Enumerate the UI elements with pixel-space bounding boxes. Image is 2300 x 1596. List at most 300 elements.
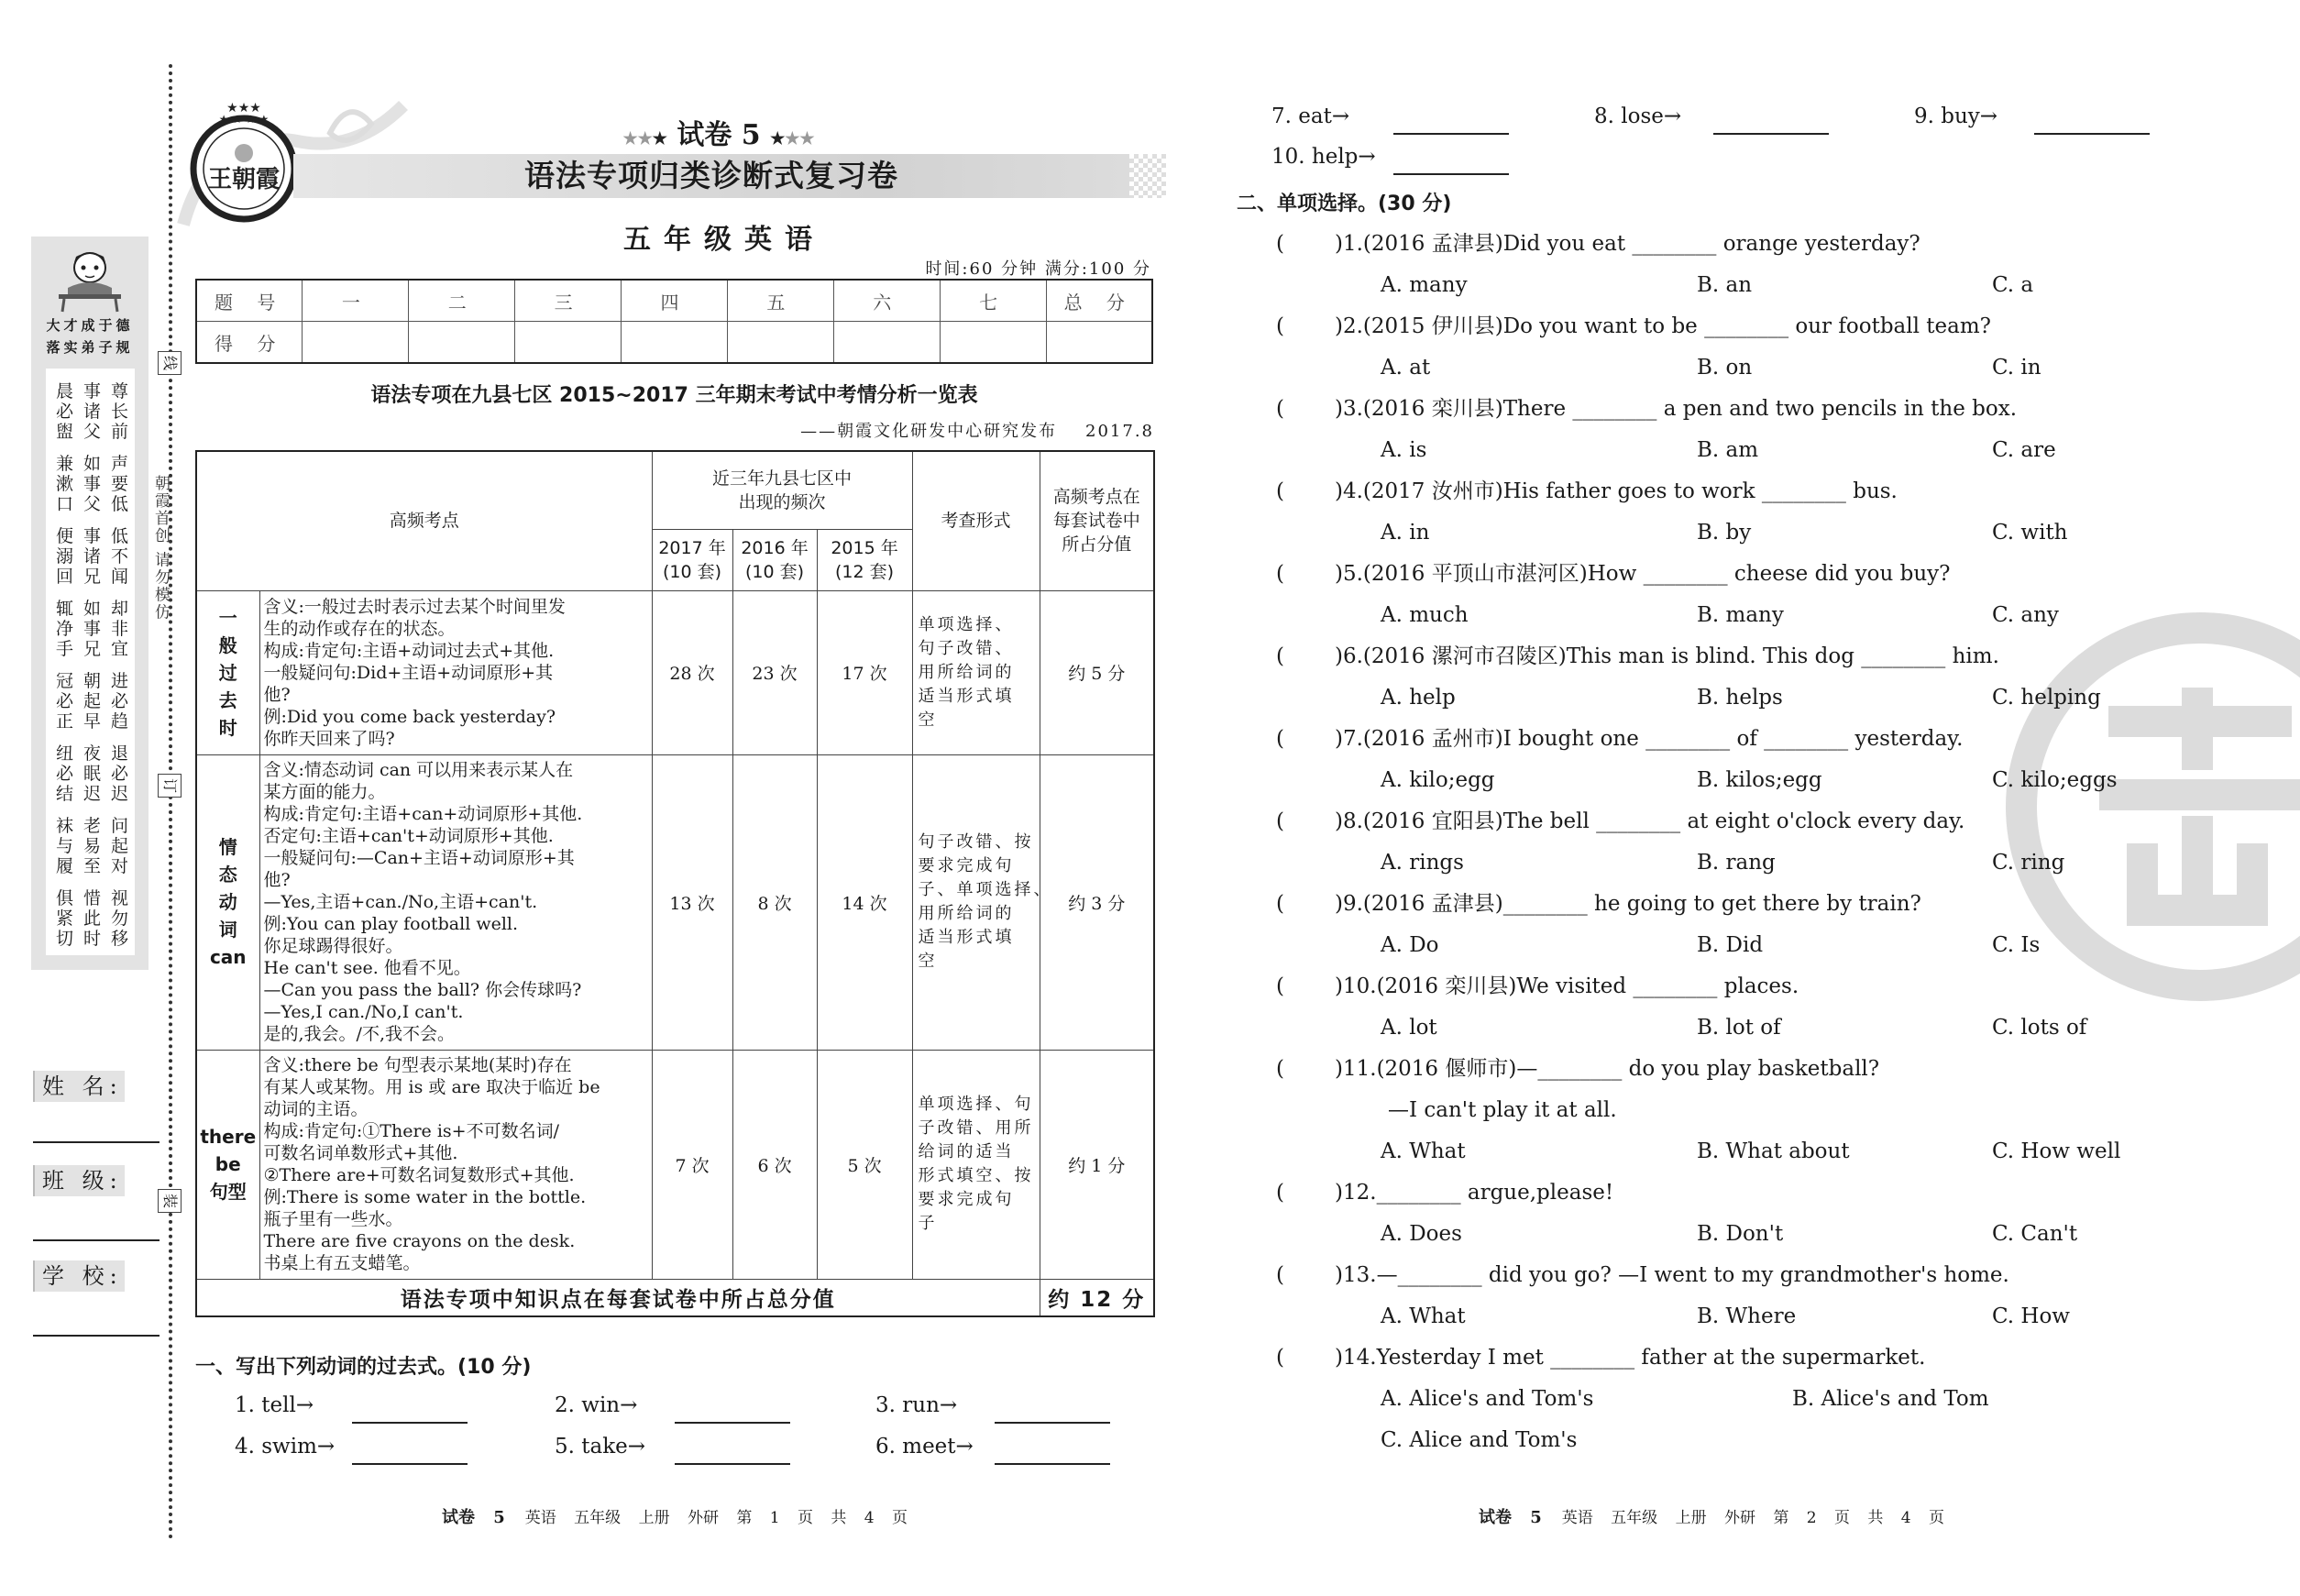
poem-verse xyxy=(46,599,139,659)
name-label: 姓 名: xyxy=(33,1071,125,1102)
score-header-cell: 三 xyxy=(515,280,622,322)
answer-bracket[interactable]: ( xyxy=(1276,397,1284,421)
row-label-part: 般 xyxy=(218,633,237,656)
option-a[interactable]: A. is xyxy=(1381,438,1427,462)
header-year xyxy=(817,529,912,590)
option-a[interactable]: A. What xyxy=(1381,1139,1466,1163)
options-row xyxy=(1276,595,2284,636)
answer-bracket[interactable]: ( xyxy=(1276,479,1284,503)
content-line: 构成:肯定句:主语+can+动词原形+其他. xyxy=(263,804,583,824)
answer-bracket[interactable]: ( xyxy=(1276,974,1284,998)
paper-series xyxy=(535,112,902,152)
header-frequency-line: 出现的频次 xyxy=(738,491,826,512)
question xyxy=(1276,1049,2284,1090)
answer-blank[interactable] xyxy=(675,1422,790,1424)
option-c[interactable]: C. a xyxy=(1992,273,2034,297)
score-input-cell[interactable] xyxy=(727,322,833,364)
answer-bracket[interactable]: ( xyxy=(1276,644,1284,668)
question-text xyxy=(1335,884,1921,925)
question xyxy=(1276,224,2284,265)
option-b[interactable]: B. helps xyxy=(1697,686,1783,710)
verb-item: 7. eat→ xyxy=(1271,105,1350,128)
question-body: (2016 栾川县)There ________ a pen and two pencils in the box. xyxy=(1362,397,2018,421)
question-text xyxy=(1335,1049,1879,1090)
poem-verse xyxy=(46,888,139,949)
form-line: 句子改错、 xyxy=(918,638,1015,658)
poem-verse xyxy=(46,526,139,587)
table-row xyxy=(196,1050,1154,1279)
option-c[interactable]: C. helping xyxy=(1992,686,2101,710)
year-label: 2016 年 xyxy=(741,537,809,558)
question-body: (2016 孟津县)________ he going to get there by train? xyxy=(1362,892,1921,916)
options-row xyxy=(1276,1296,2284,1337)
question-number: )6. xyxy=(1335,644,1363,668)
question-number: )11. xyxy=(1335,1057,1377,1081)
row-label-part: 情 xyxy=(218,836,237,858)
score-input-cell[interactable] xyxy=(622,322,728,364)
answer-bracket[interactable]: ( xyxy=(1276,809,1284,833)
option-a[interactable]: A. many xyxy=(1381,273,1468,297)
content-line: —Yes,主语+can./No,主语+can't. xyxy=(263,892,538,912)
option-b[interactable]: B. many xyxy=(1697,603,1784,627)
question xyxy=(1276,636,2284,677)
row-label-part: 一 xyxy=(218,606,237,629)
year-sets: (10 套) xyxy=(662,561,722,582)
content-line: 否定句:主语+can't+动词原形+其他. xyxy=(263,826,554,846)
answer-blank[interactable] xyxy=(1713,133,1829,135)
score-input-cell[interactable] xyxy=(515,322,622,364)
copyright-notice: 朝霞首创 请勿模仿 xyxy=(151,475,170,622)
question xyxy=(1276,1337,2284,1379)
student-cartoon-icon xyxy=(53,242,127,315)
answer-bracket[interactable]: ( xyxy=(1276,1057,1284,1081)
content-line: 他? xyxy=(263,684,291,705)
frequency-count: 17 次 xyxy=(817,590,912,754)
option-c[interactable]: C. lots of xyxy=(1992,1016,2087,1040)
content-line: 瓶子里有一些水。 xyxy=(263,1209,403,1229)
section-2-heading: 二、单项选择。(30 分) xyxy=(1237,193,1452,215)
row-label-part: 去 xyxy=(218,688,237,711)
score-input-cell[interactable] xyxy=(303,322,409,364)
source-date: 2017.8 xyxy=(1085,422,1154,441)
form-line: 适当形式填 xyxy=(918,686,1015,706)
poem-line: 结迟迟 xyxy=(56,784,139,804)
score-header-cell: 六 xyxy=(833,280,940,322)
content-line: 有某人或某物。用 is 或 are 取决于临近 be xyxy=(263,1077,600,1097)
poem-line: 必起必 xyxy=(56,691,139,711)
frequency-count: 8 次 xyxy=(732,754,817,1050)
content-line: 一般疑问句:—Can+主语+动词原形+其 xyxy=(263,848,575,868)
row-label-part: can xyxy=(209,946,247,968)
poem-line: 与易起 xyxy=(56,836,139,856)
options-row xyxy=(1276,347,2284,389)
score-header-cell: 总 分 xyxy=(1046,280,1152,322)
page-footer-2 xyxy=(1391,1504,2032,1528)
options-row xyxy=(1276,1420,2284,1461)
footer-series: 试卷 5 xyxy=(441,1508,505,1527)
header-year xyxy=(732,529,817,590)
header-frequency-line: 近三年九县七区中 xyxy=(712,468,853,489)
question-number: )7. xyxy=(1335,727,1363,751)
options-row xyxy=(1276,1131,2284,1172)
answer-bracket[interactable]: ( xyxy=(1276,314,1284,338)
table-row xyxy=(196,754,1154,1050)
header-point: 高频考点 xyxy=(196,451,652,590)
answer-blank[interactable] xyxy=(1393,173,1509,175)
frequency-count: 6 次 xyxy=(732,1050,817,1279)
verb-item: 2. win→ xyxy=(555,1393,638,1417)
star-icon: ★ xyxy=(652,129,667,149)
score-value: 约 3 分 xyxy=(1040,754,1154,1050)
question-body: ________ argue,please! xyxy=(1376,1181,1614,1205)
content-line: 某方面的能力。 xyxy=(263,782,386,802)
question-number: )1. xyxy=(1335,232,1363,256)
option-b[interactable]: B. Alice's and Tom xyxy=(1792,1387,1989,1411)
table-row xyxy=(196,590,1154,754)
question xyxy=(1276,966,2284,1007)
question-number: )9. xyxy=(1335,892,1363,916)
verb-item: 4. swim→ xyxy=(235,1435,336,1458)
option-c[interactable]: C. How well xyxy=(1992,1139,2121,1163)
score-header-cell: 五 xyxy=(727,280,833,322)
option-b[interactable]: B. Where xyxy=(1697,1304,1797,1328)
header-value-line: 所占分值 xyxy=(1062,534,1132,556)
frequency-count: 5 次 xyxy=(817,1050,912,1279)
question-text xyxy=(1335,471,1898,512)
question-body: (2016 栾川县)We visited ________ places. xyxy=(1376,974,1799,998)
form-line: 形式填空、按 xyxy=(918,1166,1034,1185)
options-row xyxy=(1276,430,2284,471)
poem-line: 溺诸不 xyxy=(56,546,139,567)
content-line: 含义:一般过去时表示过去某个时间里发 xyxy=(263,596,566,617)
answer-blank[interactable] xyxy=(1393,133,1509,135)
option-a[interactable]: A. in xyxy=(1381,521,1430,545)
content-line: 生的动作或存在的状态。 xyxy=(263,618,456,639)
school-label: 学 校: xyxy=(33,1260,125,1292)
option-b[interactable]: B. kilos;egg xyxy=(1697,768,1822,792)
motto-line: 落实弟子规 xyxy=(46,339,134,356)
question xyxy=(1276,306,2284,347)
option-c[interactable]: C. ring xyxy=(1992,851,2065,875)
question-body: —________ did you go? —I went to my grandmother's home. xyxy=(1376,1263,2009,1287)
analysis-table xyxy=(195,450,1155,1317)
poem-line: 回兄闻 xyxy=(56,567,139,587)
score-value: 约 5 分 xyxy=(1040,590,1154,754)
star-icon: ★★ xyxy=(785,129,815,149)
poem-line: 兼如声 xyxy=(56,454,139,474)
poem-line: 冠朝进 xyxy=(56,671,139,691)
answer-bracket[interactable]: ( xyxy=(1276,1181,1284,1205)
option-b[interactable]: B. lot of xyxy=(1697,1016,1781,1040)
options-row xyxy=(1276,760,2284,801)
answer-bracket[interactable]: ( xyxy=(1276,1346,1284,1370)
exam-form xyxy=(912,1050,1040,1279)
answer-blank[interactable] xyxy=(675,1463,790,1465)
row-label-part: 时 xyxy=(218,716,237,739)
footer-series: 试卷 5 xyxy=(1478,1508,1542,1527)
row-label xyxy=(196,754,259,1050)
answer-bracket[interactable]: ( xyxy=(1276,562,1284,586)
option-a[interactable]: A. Alice's and Tom's xyxy=(1381,1387,1594,1411)
question-number: )5. xyxy=(1335,562,1363,586)
question-text xyxy=(1335,719,1963,760)
poem-line: 辄如却 xyxy=(56,599,139,619)
option-c[interactable]: C. kilo;eggs xyxy=(1992,768,2118,792)
source-text: ——朝霞文化研发中心研究发布 xyxy=(800,422,1058,441)
page-title: 语法专项归类诊断式复习卷 xyxy=(524,158,898,193)
footer-info: 英语 五年级 上册 外研 第 1 页 共 4 页 xyxy=(524,1509,908,1527)
option-c[interactable]: C. with xyxy=(1992,521,2068,545)
form-line: 空 xyxy=(918,710,938,730)
row-content xyxy=(259,590,652,754)
poem-line: 手兄宜 xyxy=(56,639,139,659)
row-label xyxy=(196,590,259,754)
form-line: 子、单项选择、 xyxy=(918,880,1053,899)
row-label-part: 态 xyxy=(218,864,237,886)
question-body: (2016 孟津县)Did you eat ________ orange yesterday? xyxy=(1362,232,1920,256)
option-a[interactable]: A. at xyxy=(1381,356,1431,380)
question-body: (2016 宜阳县)The bell ________ at eight o'clock every day. xyxy=(1362,809,1965,833)
answer-blank[interactable] xyxy=(352,1422,468,1424)
question xyxy=(1276,1172,2284,1214)
option-b[interactable]: B. What about xyxy=(1697,1139,1850,1163)
header-year xyxy=(652,529,732,590)
form-line: 单项选择、 xyxy=(918,614,1015,634)
score-input-cell[interactable] xyxy=(833,322,940,364)
option-a[interactable]: A. rings xyxy=(1381,851,1464,875)
form-line: 适当形式填 xyxy=(918,928,1015,947)
options-row xyxy=(1276,1007,2284,1049)
answer-bracket[interactable]: ( xyxy=(1276,1263,1284,1287)
score-input-cell[interactable] xyxy=(409,322,515,364)
poem-line: 必眠必 xyxy=(56,764,139,784)
content-line: ②There are+可数名词复数形式+其他. xyxy=(263,1165,575,1185)
poem-line: 紧此勿 xyxy=(56,908,139,929)
score-header-cell: 七 xyxy=(940,280,1046,322)
frequency-count: 14 次 xyxy=(817,754,912,1050)
score-input-cell[interactable] xyxy=(1046,322,1152,364)
row-label-part: be xyxy=(215,1153,241,1175)
question-body: (2016 偃师市)—________ do you play basketball? xyxy=(1376,1057,1880,1081)
row-label-part: 动 xyxy=(218,891,237,913)
di-zi-gui-poem xyxy=(46,369,139,955)
subject-title: 五年级英语 xyxy=(623,224,825,256)
question-text xyxy=(1335,306,1991,347)
poem-line: 纽夜退 xyxy=(56,743,139,764)
row-label-part: 句型 xyxy=(209,1181,247,1203)
name-field[interactable] xyxy=(33,1141,160,1143)
poem-verse xyxy=(46,454,139,514)
question-text xyxy=(1335,1255,2009,1296)
form-line: 子改错、用所 xyxy=(918,1118,1034,1138)
options-row xyxy=(1276,1214,2284,1255)
question-text xyxy=(1335,1337,1925,1379)
question-body: (2016 漯河市召陵区)This man is blind. This dog ________ him. xyxy=(1362,644,1999,668)
form-line: 句子改错、按 xyxy=(918,832,1034,852)
question xyxy=(1276,554,2284,595)
poem-line: 口父低 xyxy=(56,494,139,514)
year-label: 2015 年 xyxy=(831,537,898,558)
content-line: 例:You can play football well. xyxy=(263,914,519,934)
question-reply: —I can't play it at all. xyxy=(1388,1098,1617,1122)
option-a[interactable]: A. much xyxy=(1381,603,1469,627)
poem-verse xyxy=(46,743,139,804)
score-header-cell: 一 xyxy=(303,280,409,322)
answer-bracket[interactable]: ( xyxy=(1276,892,1284,916)
svg-text:★ ★ ★ ★: ★ ★ ★ ★ xyxy=(218,113,270,126)
svg-text:★★★: ★★★ xyxy=(226,103,261,116)
total-value: 约 12 分 xyxy=(1040,1279,1154,1316)
question-text xyxy=(1335,801,1964,842)
option-b[interactable]: B. Did xyxy=(1697,933,1764,957)
poem-line: 履至对 xyxy=(56,856,139,876)
answer-blank[interactable] xyxy=(2034,133,2150,135)
answer-blank[interactable] xyxy=(352,1463,468,1465)
question xyxy=(1276,719,2284,760)
star-icon: ★ xyxy=(770,129,786,149)
poem-line: 切时移 xyxy=(56,929,139,949)
poem-line: 净事非 xyxy=(56,619,139,639)
option-b[interactable]: B. Don't xyxy=(1697,1222,1784,1246)
content-line: 可数名词单数形式+其他. xyxy=(263,1143,458,1163)
answer-blank[interactable] xyxy=(995,1463,1110,1465)
binding-line xyxy=(169,64,172,1540)
binding-marker-bind: 订 xyxy=(158,774,182,798)
school-field[interactable] xyxy=(33,1335,160,1337)
question-number: )13. xyxy=(1335,1263,1377,1287)
score-header-cell: 题 号 xyxy=(196,280,303,322)
content-line: 一般疑问句:Did+主语+动词原形+其 xyxy=(263,662,554,683)
poem-line: 漱事要 xyxy=(56,474,139,494)
content-line: 你足球踢得很好。 xyxy=(263,936,403,956)
poem-line: 盥父前 xyxy=(56,422,139,442)
question-number: )12. xyxy=(1335,1181,1377,1205)
option-b[interactable]: B. on xyxy=(1697,356,1753,380)
option-c[interactable]: C. are xyxy=(1992,438,2056,462)
year-sets: (10 套) xyxy=(744,561,805,582)
content-line: 你昨天回来了吗? xyxy=(263,728,395,749)
options-row xyxy=(1276,925,2284,966)
question xyxy=(1276,801,2284,842)
poem-line: 正早趋 xyxy=(56,711,139,732)
content-line: 构成:肯定句:①There is+不可数名词/ xyxy=(263,1121,559,1141)
verb-item: 3. run→ xyxy=(875,1393,958,1417)
answer-blank[interactable] xyxy=(995,1422,1110,1424)
verb-item: 1. tell→ xyxy=(235,1393,314,1417)
row-label xyxy=(196,1050,259,1279)
content-line: 例:Did you come back yesterday? xyxy=(263,706,556,727)
page-footer-1 xyxy=(354,1504,996,1528)
content-line: 动词的主语。 xyxy=(263,1099,369,1119)
score-header-cell: 四 xyxy=(622,280,728,322)
option-c[interactable]: C. Is xyxy=(1992,933,2041,957)
analysis-source xyxy=(800,418,1154,442)
option-a[interactable]: A. lot xyxy=(1381,1016,1437,1040)
question-body: (2017 汝州市)His father goes to work ________ bus. xyxy=(1362,479,1898,503)
question xyxy=(1276,1255,2284,1296)
option-c[interactable]: C. Alice and Tom's xyxy=(1381,1428,1578,1452)
score-header-cell: 二 xyxy=(409,280,515,322)
series-label: 试卷 5 xyxy=(677,119,761,151)
option-c[interactable]: C. How xyxy=(1992,1304,2070,1328)
form-line: 单项选择、句 xyxy=(918,1095,1034,1114)
sidebar-panel xyxy=(31,237,149,970)
row-label-part: 词 xyxy=(218,919,237,941)
content-line: 书桌上有五支蜡笔。 xyxy=(263,1253,421,1273)
question-body: Yesterday I met ________ father at the supermarket. xyxy=(1376,1346,1926,1370)
header-value-line: 高频考点在 xyxy=(1052,487,1140,508)
verb-item: 5. take→ xyxy=(555,1435,646,1458)
question-number: )2. xyxy=(1335,314,1363,338)
question-number: )10. xyxy=(1335,974,1377,998)
poem-verse xyxy=(46,816,139,876)
question-number: )3. xyxy=(1335,397,1363,421)
answer-bracket[interactable]: ( xyxy=(1276,232,1284,256)
score-row-label: 得 分 xyxy=(196,322,303,364)
question-number: )14. xyxy=(1335,1346,1377,1370)
header-form: 考查形式 xyxy=(912,451,1040,590)
form-line: 子 xyxy=(918,1214,938,1233)
question-text xyxy=(1335,554,1951,595)
star-icon: ★★ xyxy=(622,129,653,149)
option-a[interactable]: A. Do xyxy=(1381,933,1439,957)
frequency-count: 28 次 xyxy=(652,590,732,754)
verb-item: 9. buy→ xyxy=(1914,105,1998,128)
binding-marker-fold: 装 xyxy=(158,1189,182,1213)
question-text xyxy=(1335,1172,1613,1214)
verb-item: 8. lose→ xyxy=(1594,105,1682,128)
option-c[interactable]: C. in xyxy=(1992,356,2041,380)
option-c[interactable]: C. any xyxy=(1992,603,2059,627)
option-a[interactable]: A. What xyxy=(1381,1304,1466,1328)
question-number: )4. xyxy=(1335,479,1363,503)
option-b[interactable]: B. rang xyxy=(1697,851,1776,875)
motto-line: 大才成于德 xyxy=(46,317,134,334)
form-line: 要求完成句 xyxy=(918,1190,1015,1209)
option-b[interactable]: B. by xyxy=(1697,521,1752,545)
section-1-heading: 一、写出下列动词的过去式。(10 分) xyxy=(195,1356,532,1379)
option-b[interactable]: B. am xyxy=(1697,438,1759,462)
option-a[interactable]: A. kilo;egg xyxy=(1381,768,1495,792)
option-a[interactable]: A. help xyxy=(1381,686,1456,710)
year-label: 2017 年 xyxy=(658,537,726,558)
verb-item: 10. help→ xyxy=(1271,145,1376,169)
total-label: 语法专项中知识点在每套试卷中所占总分值 xyxy=(196,1279,1040,1316)
form-line: 用所给词的 xyxy=(918,662,1015,682)
poem-line: 俱惜视 xyxy=(56,888,139,908)
option-c[interactable]: C. Can't xyxy=(1992,1222,2078,1246)
content-line: —Can you pass the ball? 你会传球吗? xyxy=(263,980,582,1000)
year-sets: (12 套) xyxy=(835,561,895,582)
question-body: (2016 孟州市)I bought one ________ of ________ yesterday. xyxy=(1362,727,1964,751)
content-line: There are five crayons on the desk. xyxy=(263,1231,576,1251)
exam-form xyxy=(912,590,1040,754)
time-info: 时间:60 分钟 满分:100 分 xyxy=(925,259,1151,279)
option-b[interactable]: B. an xyxy=(1697,273,1753,297)
class-field[interactable] xyxy=(33,1239,160,1241)
poem-line: 袜老问 xyxy=(56,816,139,836)
content-line: 含义:there be 句型表示某地(某时)存在 xyxy=(263,1055,572,1075)
question-body: (2016 平顶山市湛河区)How ________ cheese did you buy? xyxy=(1362,562,1951,586)
option-a[interactable]: A. Does xyxy=(1381,1222,1462,1246)
form-line: 给词的适当 xyxy=(918,1142,1015,1161)
frequency-count: 23 次 xyxy=(732,590,817,754)
answer-bracket[interactable]: ( xyxy=(1276,727,1284,751)
score-input-cell[interactable] xyxy=(940,322,1046,364)
question-body: (2015 伊川县)Do you want to be ________ our football team? xyxy=(1362,314,1991,338)
question xyxy=(1276,389,2284,430)
publisher-logo xyxy=(189,103,299,226)
